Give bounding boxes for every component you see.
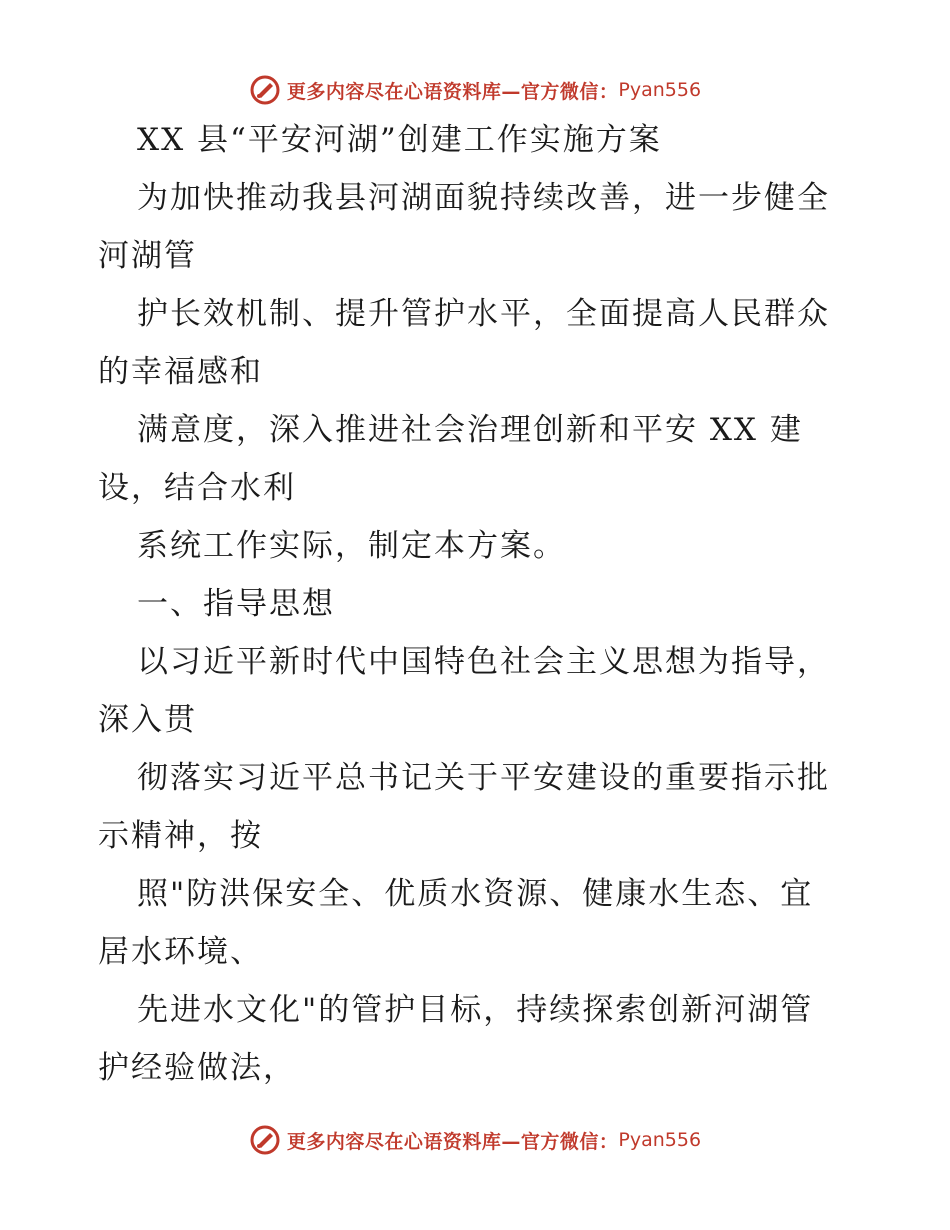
text-line: 护经验做法， [98, 1050, 296, 1086]
text-line: 居水环境、 [98, 934, 263, 970]
header-banner [0, 70, 950, 110]
text-line: 彻落实习近平总书记关于平安建设的重要指示批 [137, 760, 830, 796]
text-line: 照"防洪保安全、优质水资源、健康水生态、宜 [137, 876, 814, 912]
text-line: 为加快推动我县河湖面貌持续改善，进一步健全 [137, 180, 830, 216]
text-line: 深入贯 [98, 702, 197, 738]
banner-wechat-id: Pyan556 [618, 1129, 702, 1151]
section-heading: 一、指导思想 [137, 586, 335, 622]
text-line: 系统工作实际，制定本方案。 [137, 528, 566, 564]
text-line: 以习近平新时代中国特色社会主义思想为指导， [137, 644, 830, 680]
document-title: XX 县“平安河湖”创建工作实施方案 [137, 122, 662, 158]
banner-text: 更多内容尽在心语资料库—官方微信： [286, 80, 619, 103]
text-line: 满意度，深入推进社会治理创新和平安 XX 建 [137, 412, 803, 448]
footer-banner [0, 1120, 950, 1160]
text-line: 河湖管 [98, 238, 197, 274]
text-line: 护长效机制、提升管护水平，全面提高人民群众 [137, 296, 830, 332]
text-line: 的幸福感和 [98, 354, 263, 390]
brand-logo-icon [249, 74, 281, 106]
brand-logo-icon [249, 1124, 281, 1156]
text-line: 设，结合水利 [98, 470, 296, 506]
banner-text: 更多内容尽在心语资料库—官方微信： [286, 1130, 619, 1153]
banner-wechat-id: Pyan556 [618, 79, 702, 101]
text-line: 先进水文化"的管护目标，持续探索创新河湖管 [137, 992, 814, 1028]
text-line: 示精神，按 [98, 818, 263, 854]
